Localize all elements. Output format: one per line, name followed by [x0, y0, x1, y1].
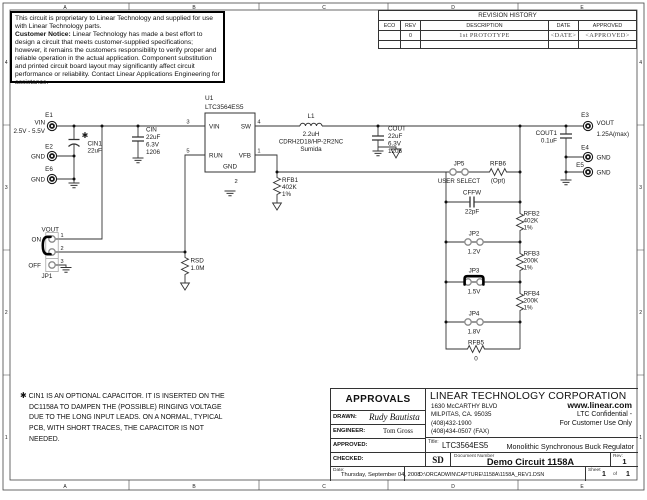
- checked-label: CHECKED:: [333, 456, 364, 462]
- engineer-name: Tom Gross: [383, 428, 413, 435]
- rev-label: Rev:: [613, 453, 623, 459]
- u1-pin-num-3: 3: [186, 119, 190, 126]
- approvals-row-engineer: [331, 425, 426, 439]
- confidential-note: [560, 411, 632, 429]
- e3-ref: E3: [581, 112, 589, 119]
- zone-left-1: 1: [4, 435, 8, 441]
- e1-range: 2.5V - 5.5V: [13, 128, 45, 135]
- cin-ref: CIN: [146, 126, 157, 134]
- e1-ref: E1: [45, 112, 53, 119]
- zone-bottom-c: C: [322, 483, 326, 490]
- ground-arrow-rfb1: [273, 203, 282, 210]
- proprietary-notice-box: [10, 11, 225, 87]
- rfb1-ref: RFB1: [282, 177, 299, 184]
- confidential-line1: LTC Confidential -: [576, 411, 632, 418]
- zone-left-2: 2: [4, 310, 8, 316]
- cout-val: 22uF: [388, 133, 403, 140]
- date-cell: [331, 467, 421, 481]
- u1-pin-num-1: 1: [257, 148, 261, 155]
- u1-pin-name-vin: VIN: [209, 123, 220, 131]
- zone-right-4: 4: [639, 60, 643, 66]
- title-row: [426, 438, 638, 453]
- notice-bold-label: Customer Notice:: [15, 31, 71, 39]
- rev-row-description: 1st PROTOTYPE: [421, 31, 549, 41]
- rev-col-rev: REV: [401, 21, 421, 31]
- approvals-header: APPROVALS: [331, 389, 426, 411]
- jp1-pin2-num: 2: [60, 246, 64, 252]
- rsd-val: 1.0M: [190, 265, 205, 272]
- cin-voltage: 6.3V: [146, 141, 159, 149]
- zone-right-3: 3: [639, 185, 643, 191]
- cout-size: 1206: [388, 148, 403, 155]
- jp5-pad-b: [462, 169, 468, 175]
- address-line1: 1630 McCARTHY BLVD: [431, 403, 498, 410]
- terminal-e1: [47, 121, 56, 130]
- zone-top-e: E: [580, 4, 584, 11]
- cout-ref: COUT: [388, 125, 406, 133]
- jp4-val: 1.8V: [467, 328, 481, 336]
- e3-rating: 1.25A(max): [596, 131, 630, 138]
- rfb2-val: 402K: [523, 217, 539, 225]
- e6-name: GND: [31, 176, 45, 184]
- date-label: Date:: [333, 468, 345, 473]
- jp2-pad-a: [465, 239, 471, 245]
- zone-bottom-e: E: [580, 483, 584, 490]
- cin1-ref: CIN1: [87, 140, 102, 148]
- rev-row-rev: 0: [401, 31, 421, 41]
- document-number-cell: [451, 453, 611, 467]
- inductor-l1: [300, 123, 322, 126]
- company-website: www.linear.com: [567, 400, 632, 410]
- terminal-e3: [583, 121, 592, 130]
- rev-number: 1: [622, 457, 627, 466]
- zone-top-b: B: [192, 4, 196, 11]
- jp3-val: 1.5V: [467, 288, 481, 296]
- jp3-ref: JP3: [468, 267, 480, 275]
- resistor-rfb5: [466, 346, 486, 353]
- zone-left-4: 4: [4, 60, 8, 66]
- u1-pin-name-gnd: GND: [223, 163, 237, 171]
- company-info-cell: [426, 389, 638, 438]
- title-description: Monolithic Synchronous Buck Regulator: [506, 442, 634, 451]
- zone-right-1: 1: [639, 435, 643, 441]
- ground-arrow-rsd: [181, 283, 190, 290]
- e6-ref: E6: [45, 166, 53, 173]
- rfb1-val: 402K: [282, 184, 297, 191]
- zone-top-c: C: [322, 4, 326, 11]
- jp1-on-label: ON: [31, 236, 41, 244]
- jumper-pads: [46, 169, 483, 325]
- jp5-ref: JP5: [453, 160, 465, 168]
- capacitor-cin: [132, 137, 144, 141]
- u1-pin-name-vfb: VFB: [238, 152, 251, 160]
- cffw-val: 22pF: [464, 208, 480, 216]
- approvals-row-approved: [331, 439, 426, 453]
- revision-history-table: [378, 10, 637, 49]
- e5-name: GND: [596, 169, 611, 177]
- title-label: Title:: [428, 439, 439, 445]
- zone-bottom-b: B: [192, 483, 196, 490]
- jp4-pad-a: [465, 319, 471, 325]
- u1-pin-num-4: 4: [257, 119, 261, 126]
- e4-ref: E4: [581, 144, 589, 152]
- jp4-ref: JP4: [468, 310, 480, 318]
- rfb3-val: 200K: [523, 257, 539, 265]
- e1-name: VIN: [34, 119, 45, 127]
- jp1-pin3-pad: [49, 262, 55, 268]
- l1-val: 2.2uH: [302, 131, 320, 138]
- resistor-rfb4: [517, 292, 524, 312]
- terminal-e5: [583, 167, 592, 176]
- resistor-rfb3: [517, 252, 524, 272]
- jp1-pin3-num: 3: [60, 259, 64, 265]
- rev-row-approved: <APPROVED>: [579, 31, 636, 41]
- note-text: CIN1 IS AN OPTIONAL CAPACITOR. IT IS INSERTED ON THE DC1158A TO DAMPEN THE (POSSIBLE) RINGING VOLTAGE DUE TO THE LONG INPUT LEADS. ON A NORMAL, TYPICAL PCB, WITH SHORT TRACES, THE CAPACITOR IS NOT NEEDED.: [28, 393, 225, 443]
- u1-part: LTC3564ES5: [205, 104, 244, 111]
- rfb5-ref: RFB5: [467, 339, 485, 347]
- e5-ref: E5: [576, 162, 584, 169]
- resistor-rfb1: [274, 176, 281, 196]
- document-number-label: Document Number: [454, 453, 495, 459]
- sheet-of-label: of: [613, 472, 618, 477]
- notice-intro: This circuit is proprietary to Linear Technology and supplied for use with Linear Technology parts.: [15, 15, 214, 31]
- terminal-e2: [47, 151, 56, 160]
- notice-text: Linear Technology has made a best effort to design a circuit that meets customer-supplied specifications; however, it remains the customers responsibility to verify proper and reliable operation in the actual application. Component substitution and printed circuit board layout may significantly affect circuit performance or reliability. Contact Linear Applications Engineering for assistance.: [15, 31, 220, 87]
- cout-voltage: 6.3V: [388, 140, 401, 148]
- zone-top-a: A: [63, 4, 67, 11]
- rfb2-tol: 1%: [523, 224, 533, 232]
- jp5-pad-a: [450, 169, 456, 175]
- rsd-ref: RSD: [190, 257, 204, 265]
- jp1-pin1-num: 1: [60, 233, 64, 239]
- jp1-ref: JP1: [41, 273, 53, 280]
- wires: [55, 123, 583, 349]
- rfb3-ref: RFB3: [523, 250, 540, 258]
- u1-pin-num-2: 2: [234, 179, 238, 185]
- rfb6-ref: RFB6: [489, 160, 507, 168]
- cin1-star: ✱: [81, 131, 89, 140]
- approved-label: APPROVED:: [333, 442, 368, 448]
- zone-top-d: D: [451, 4, 455, 11]
- title-block: [330, 388, 638, 481]
- company-name: LINEAR TECHNOLOGY CORPORATION: [430, 391, 627, 402]
- cffw-ref: CFFW: [462, 189, 482, 197]
- e2-name: GND: [31, 153, 45, 161]
- zone-left-3: 3: [4, 185, 8, 191]
- notice-body: [15, 31, 220, 87]
- rfb2-ref: RFB2: [523, 210, 540, 218]
- cin-val: 22uF: [146, 134, 161, 141]
- rev-col-approved: APPROVED: [579, 21, 636, 31]
- cin1-optional-note: [20, 390, 225, 446]
- rev-cell: [611, 453, 638, 467]
- drawn-label: DRAWN:: [333, 414, 357, 420]
- company-address: [431, 403, 497, 436]
- e4-name: GND: [596, 154, 611, 162]
- rev-col-date: DATE: [549, 21, 579, 31]
- rfb1-tol: 1%: [282, 191, 292, 198]
- capacitor-cout: [372, 136, 384, 140]
- terminal-e6: [47, 174, 56, 183]
- e3-name: VOUT: [596, 120, 614, 127]
- u1-ref: U1: [205, 95, 214, 102]
- cin-size: 1206: [146, 149, 161, 156]
- cout1-ref: COUT1: [535, 130, 557, 137]
- rev-col-eco: ECO: [379, 21, 401, 31]
- approvals-row-checked: [331, 453, 426, 467]
- resistor-rfb2: [517, 212, 524, 232]
- file-cell: [405, 467, 586, 481]
- rfb5-val: 0: [474, 355, 478, 363]
- jp2-pad-b: [477, 239, 483, 245]
- file-path: D:\ORCADWIN\CAPTURE\1158A\1158A_REV1.DSN: [419, 472, 545, 478]
- resistor-rsd: [182, 256, 189, 276]
- rev-col-description: DESCRIPTION: [421, 21, 549, 31]
- rev-row-date: <DATE>: [549, 31, 579, 41]
- rfb4-val: 200K: [523, 297, 539, 305]
- e2-ref: E2: [45, 143, 53, 151]
- company-phone: (408)432-1900: [431, 419, 472, 427]
- zone-bottom-a: A: [63, 483, 67, 490]
- l1-mfr: Sumida: [300, 146, 322, 153]
- zone-right-2: 2: [639, 310, 643, 316]
- address-line2: MILPITAS, CA. 95035: [431, 411, 492, 419]
- title-part-number: LTC3564ES5: [442, 441, 489, 450]
- rfb6-val: (Opt): [490, 177, 506, 185]
- rfb4-tol: 1%: [523, 304, 533, 312]
- drawn-signature: Rudy Bautista: [369, 412, 420, 422]
- resistor-rfb6: [488, 169, 508, 176]
- u1-pin-name-sw: SW: [240, 123, 251, 131]
- rev-row-eco: [379, 31, 401, 41]
- l1-ref: L1: [307, 113, 315, 120]
- cout1-val: 0.1uF: [540, 137, 557, 145]
- cin1-val: 22uF: [87, 147, 102, 155]
- sheet-cell: [586, 467, 638, 481]
- l1-part: CDRH2D18/HP-2R2NC: [278, 138, 344, 146]
- jp4-pad-b: [477, 319, 483, 325]
- rfb4-ref: RFB4: [523, 290, 540, 298]
- confidential-line2: For Customer Use Only: [559, 419, 632, 427]
- jp2-ref: JP2: [468, 230, 480, 238]
- sheet-number: 1: [602, 471, 606, 478]
- jp1-off-label: OFF: [28, 262, 41, 270]
- company-fax: (408)434-0507 (FAX): [431, 428, 490, 436]
- zone-bottom-d: D: [451, 483, 455, 490]
- note-star-icon: ✱: [20, 391, 27, 400]
- engineer-label: ENGINEER:: [333, 428, 366, 434]
- capacitor-cffw: [470, 197, 474, 208]
- jp2-val: 1.2V: [467, 248, 481, 256]
- sheet-label: Sheet: [588, 468, 601, 473]
- document-number: Demo Circuit 1158A: [486, 457, 575, 467]
- u1-pin-num-5: 5: [186, 148, 190, 155]
- revision-history-title: REVISION HISTORY: [379, 11, 636, 21]
- approvals-row-drawn: [331, 411, 426, 425]
- sheet-total: 1: [626, 471, 630, 478]
- jp1-name: VOUT: [41, 226, 59, 234]
- u1-pin-name-run: RUN: [209, 152, 223, 160]
- date-value: Thursday, September 04, 2008: [341, 472, 421, 478]
- jp5-name: USER SELECT: [437, 178, 481, 185]
- terminal-e4: [583, 152, 592, 161]
- size-cell: SD: [426, 453, 451, 467]
- rfb3-tol: 1%: [523, 264, 533, 272]
- schematic-labels: [13, 95, 629, 363]
- capacitor-cout1: [560, 134, 572, 138]
